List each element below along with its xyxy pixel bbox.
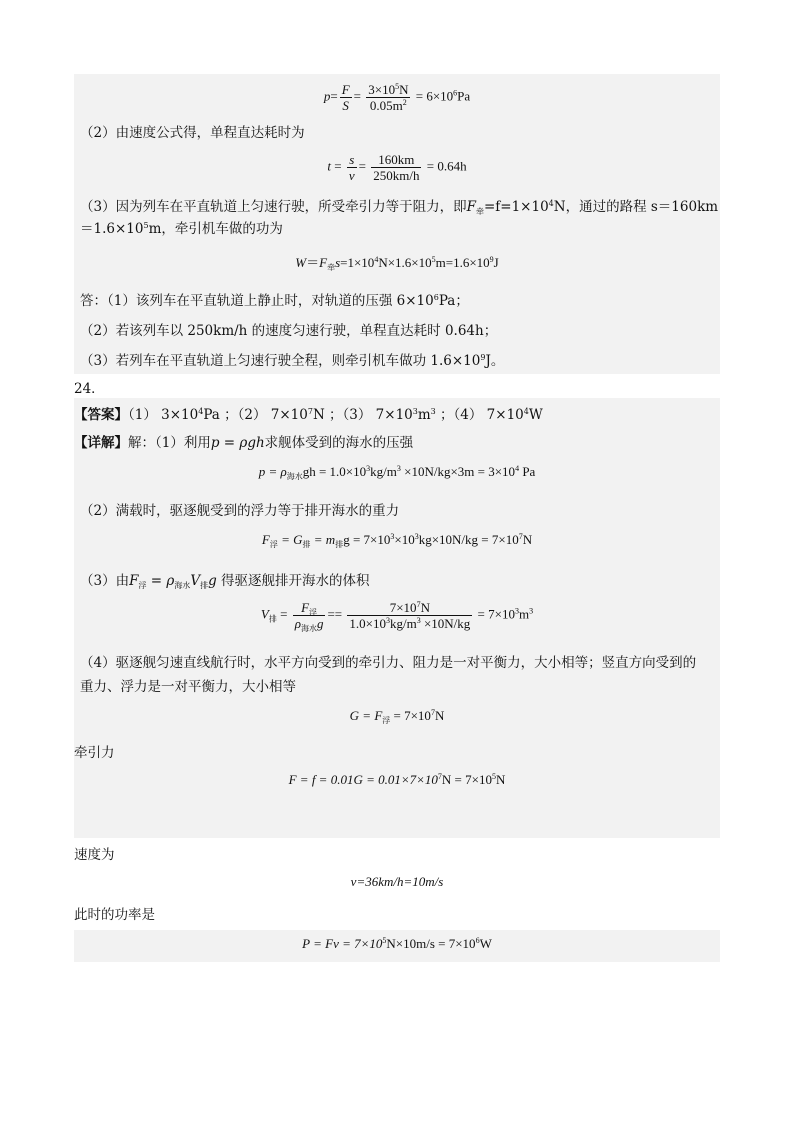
answer-line-3: （3）若列车在平直轨道上匀速行驶全程，则牵引机车做功 $1.6\times 10^9J$。 xyxy=(80,353,505,369)
step-2-text: （2）由速度公式得，单程直达耗时为 xyxy=(80,125,305,141)
fraction-f-over-s: $\frac{F}{S}$ xyxy=(341,82,350,113)
step-2-buoyancy-text: （2）满载时，驱逐舰受到的浮力等于排开海水的重力 xyxy=(80,503,400,519)
step-3-line-1: （3）因为列车在平直轨道上匀速行驶，所受牵引力等于阻力，即$F_牵=f=1\times 10^4N$，通过的路程 s＝160km xyxy=(80,199,719,216)
seawater-pressure-equation: $p = \rho_{海水}gh = 1.0\times 10^3kg/m^3 \times 10N/kg\times 3m = 3\times 10^4$ Pa xyxy=(258,464,536,481)
speed-label: 速度为 xyxy=(74,838,720,868)
answer-line-1: 答：（1）该列车在平直轨道上静止时，对轨道的压强 $6\times 10^6Pa$； xyxy=(80,293,469,309)
power-label: 此时的功率是 xyxy=(74,900,720,930)
power-equation: $P = Fv = 7\times 10^5N\times 10m/s = 7\times 10^6W$ xyxy=(302,936,492,951)
work-equation: $W=F_牵s=1\times 10^4N\times 1.6\times 10^5m=1.6\times 10^9J$ xyxy=(295,255,499,272)
step-3-line-2: $=1.6\times 10^5m$，牵引机车做的功为 xyxy=(80,221,283,237)
traction-equation: $F = f = 0.01G = 0.01\times 7\times 10^7N = 7\times 10^5N$ xyxy=(288,772,506,787)
time-equation: t = $\frac{s}{v}$ = $\frac{160km}{250km/h}$ = 0.64h xyxy=(327,152,467,183)
buoyancy-equation: $F_浮 = G_排 = m_排g = 7\times 10^3\times 10^3kg\times 10N/kg = 7\times 10^7N$ xyxy=(261,532,533,549)
fraction-volume-values: $\frac{7\times 10^7N}{1.0\times 10^3kg/m^3 \times 10N/kg}$ xyxy=(349,600,471,631)
empty-band xyxy=(74,802,720,838)
step-4-line-2: 重力、浮力是一对平衡力，大小相等 xyxy=(80,679,296,695)
document-page xyxy=(74,74,720,962)
gravity-equation: $G = F_浮 = 7\times 10^7N$ xyxy=(349,708,445,725)
volume-equation: $V_排$ = $\frac{F_浮}{\rho_{海水}g}$ == $\frac{7\times 10^7N}{1.0\times 10^3kg/m^3 \times 10N/kg}$ = $7\times 10^3m^3$ xyxy=(260,600,534,633)
detail-intro: 【详解】解：（1）利用p = ρgh求舰体受到的海水的压强 xyxy=(74,435,414,451)
solution-block-1 xyxy=(74,74,720,374)
fraction-buoyancy-over-density: $\frac{F_浮}{\rho_{海水}g}$ xyxy=(294,600,324,633)
fraction-force-over-area: $\frac{3\times 10^5N}{0.05m^2}$ xyxy=(368,82,409,113)
step-4-line-1: （4）驱逐舰匀速直线航行时，水平方向受到的牵引力、阻力是一对平衡力，大小相等；竖直方向受到的 xyxy=(80,655,697,671)
pressure-equation: p= $\frac{F}{S}$ = $\frac{3\times 10^5N}{0.05m^2}$ = $6\times 10^6Pa$ xyxy=(323,82,471,113)
answer-summary: 【答案】（1） $3\times 10^4Pa$ ；（2） $7\times 10^7N$ ；（3） $7\times 10^3m^3$ ；（4） $7\times 10^4W$ xyxy=(74,407,543,423)
speed-equation: v=36km/h=10m/s xyxy=(74,868,720,900)
traction-label: 牵引力 xyxy=(74,745,115,761)
step-3-volume-text: （3）由$F_浮 = \rho_{海水}V_排g$ 得驱逐舰排开海水的体积 xyxy=(80,573,370,590)
answer-line-2: （2）若该列车以 250km/h 的速度匀速行驶，单程直达耗时 0.64h； xyxy=(80,323,498,339)
solution-block-2 xyxy=(74,398,720,962)
question-number: 24． xyxy=(74,374,720,398)
